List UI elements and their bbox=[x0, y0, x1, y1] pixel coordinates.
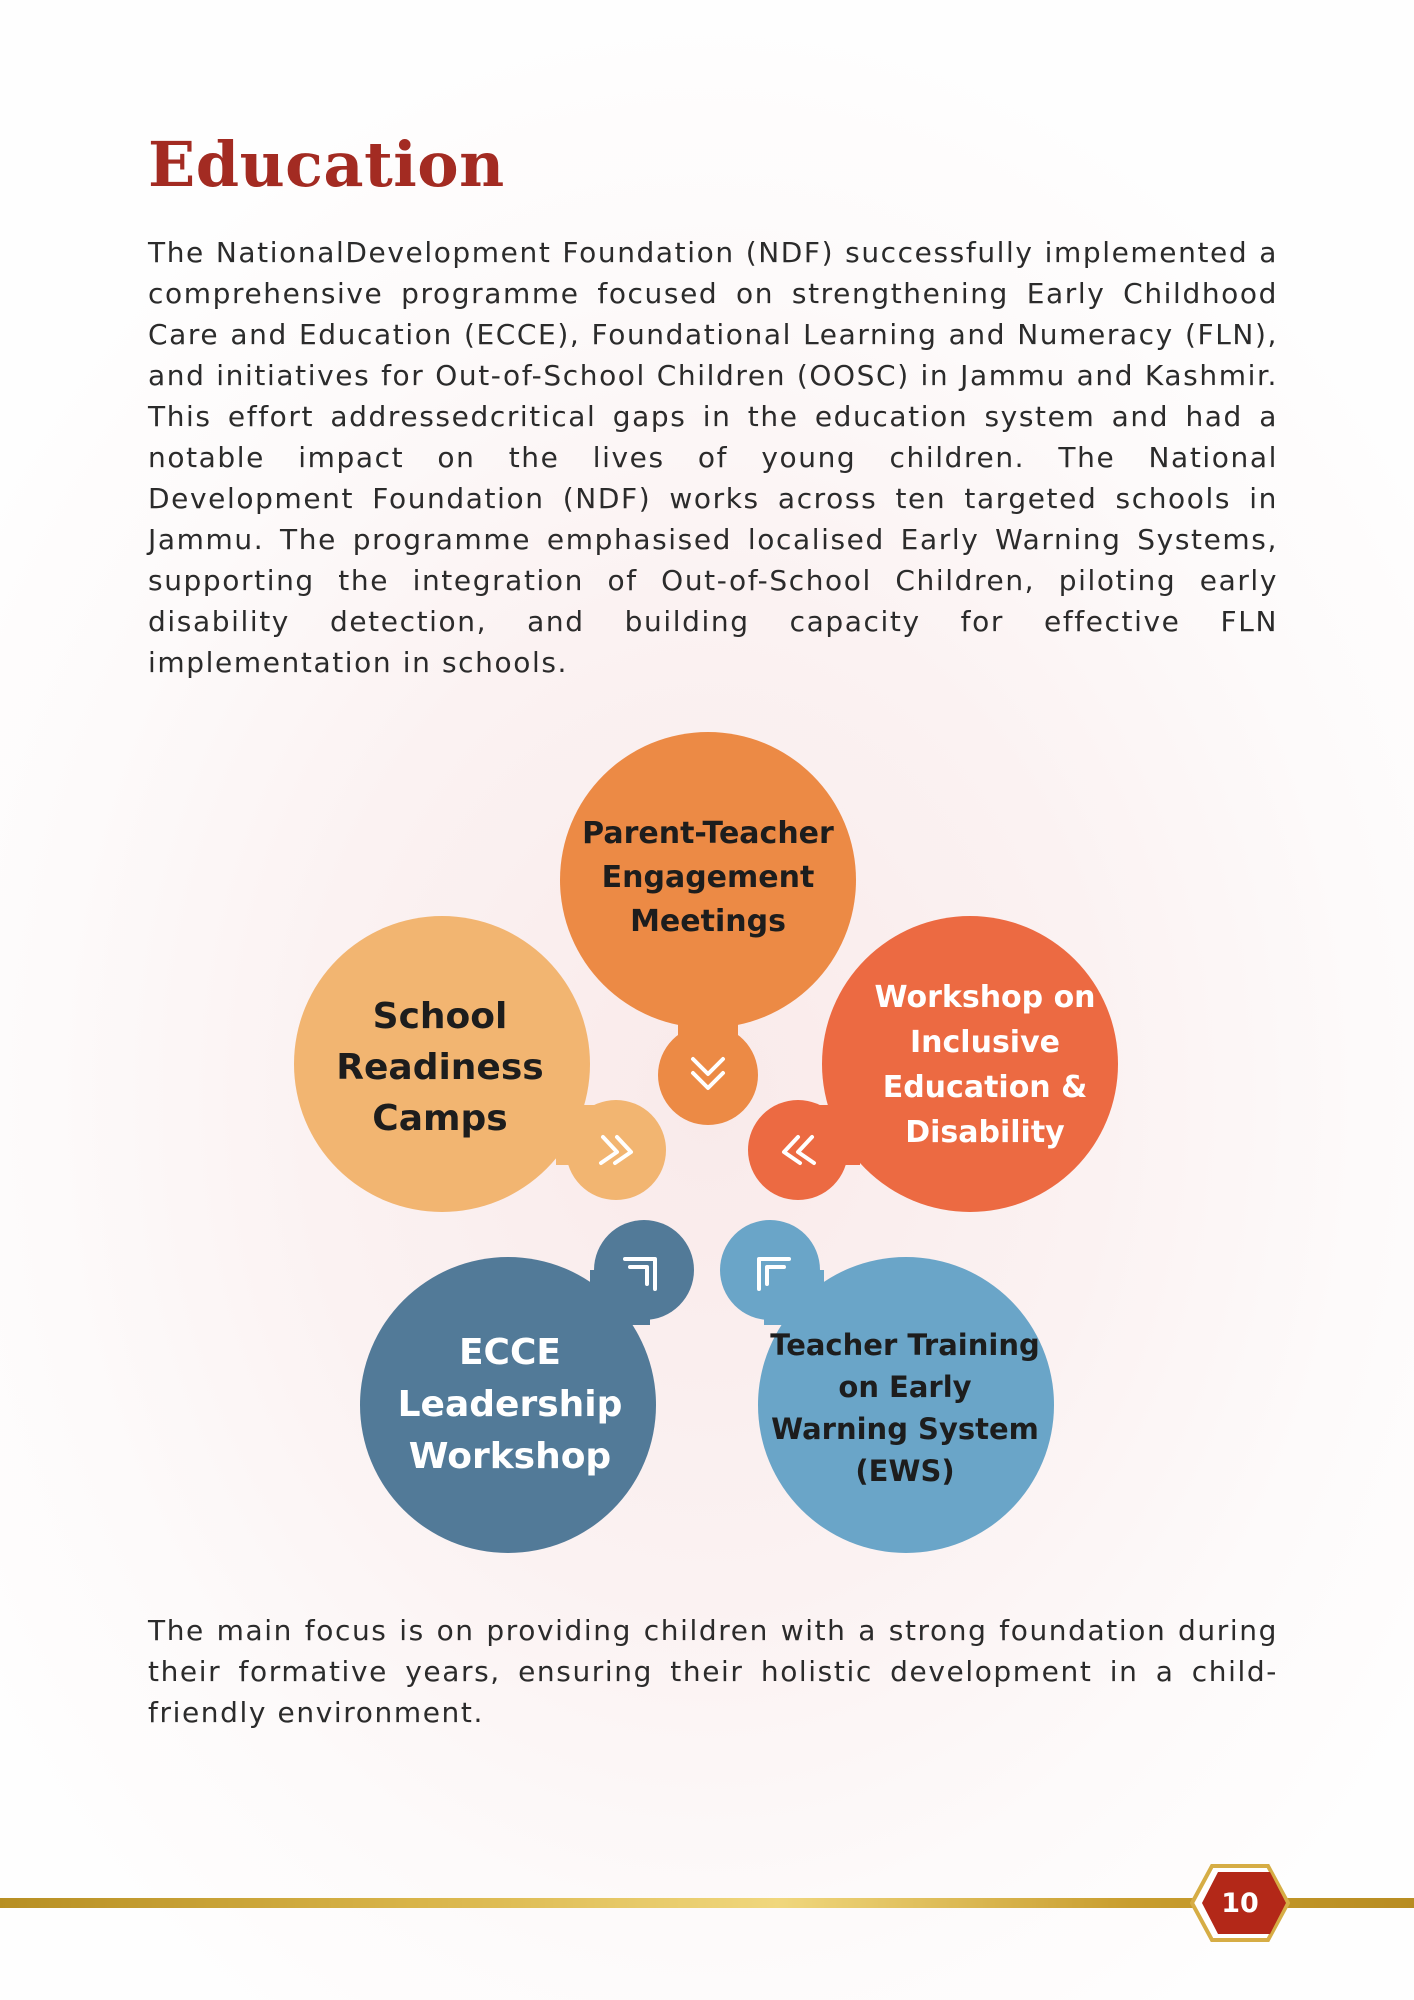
label-teacher-training: Teacher Training on Early Warning System (EWS) bbox=[770, 1327, 1040, 1488]
label-workshop-inclusive: Workshop on Inclusive Education & Disability bbox=[874, 980, 1096, 1150]
label-ecce-leadership: ECCE Leadership Workshop bbox=[397, 1332, 623, 1477]
page-title: Education bbox=[148, 128, 505, 201]
closing-paragraph: The main focus is on providing children with a strong foundation during their formative years, ensuring their holistic development in a child- friendly environment. bbox=[148, 1614, 1278, 1729]
label-parent-teacher: Parent-Teacher Engagement Meetings bbox=[582, 816, 834, 939]
intro-paragraph: The NationalDevelopment Foundation (NDF) successfully implemented a comprehensive programme focused on strengthening Early Childhood Care and Education (ECCE), Foundational Learning and Numeracy (FLN), and initiatives for Out-of-School Children (OOSC) in Jammu and Kashmir. This effort addressedcritical gaps in the education system and had a notable impact on the lives of young children. The National Development Foundation (NDF) works across ten targeted schools in Jammu. The programme emphasised localised Early Warning Systems, supporting the integration of Out-of-School Children, piloting early disability detection, and building capacity for effective FLN implementation in schools. bbox=[148, 236, 1278, 679]
label-school-readiness: School Readiness Camps bbox=[336, 996, 544, 1139]
page-number: 10 bbox=[1221, 1887, 1259, 1919]
